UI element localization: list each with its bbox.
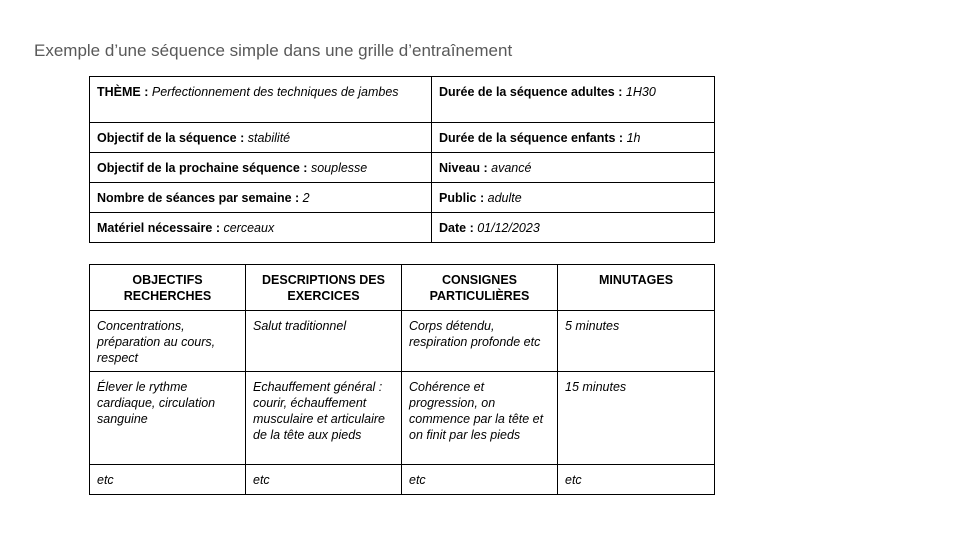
duree-enfants-value: 1h	[626, 131, 641, 145]
column-header: CONSIGNES PARTICULIÈRES	[402, 265, 558, 311]
niveau-label: Niveau :	[439, 161, 488, 175]
table-row	[90, 311, 715, 372]
niveau-value: avancé	[491, 161, 532, 175]
objectif-label: Objectif de la séquence :	[97, 131, 245, 145]
duree-adultes-label: Durée de la séquence adultes :	[439, 85, 623, 99]
seances-value: 2	[302, 191, 310, 205]
materiel-value: cerceaux	[223, 221, 275, 235]
table-cell: etc	[90, 465, 246, 495]
materiel-label: Matériel nécessaire :	[97, 221, 220, 235]
table-row	[90, 372, 715, 465]
seances-cell	[90, 183, 432, 213]
table-row	[90, 213, 715, 243]
column-header: OBJECTIFS RECHERCHES	[90, 265, 246, 311]
date-cell	[432, 213, 715, 243]
date-value: 01/12/2023	[477, 221, 540, 235]
slide-title: Exemple d’une séquence simple dans une grille d’entraînement	[34, 41, 513, 60]
column-header: DESCRIPTIONS DES EXERCICES	[246, 265, 402, 311]
table-cell: etc	[558, 465, 715, 495]
public-label: Public :	[439, 191, 485, 205]
table-cell: etc	[246, 465, 402, 495]
objectif-value: stabilité	[247, 131, 291, 145]
seances-label: Nombre de séances par semaine :	[97, 191, 300, 205]
table-cell: Cohérence et progression, on commence par la tête et on finit par les pieds	[402, 372, 558, 465]
table-cell: 15 minutes	[558, 372, 715, 465]
table-header-row	[90, 265, 715, 311]
table-row	[90, 77, 715, 123]
table-cell: 5 minutes	[558, 311, 715, 372]
session-info-table	[89, 76, 715, 243]
prochaine-cell	[90, 153, 432, 183]
table-cell: Echauffement général : courir, échauffement musculaire et articulaire de la tête aux pieds	[246, 372, 402, 465]
duree-enfants-label: Durée de la séquence enfants :	[439, 131, 624, 145]
duree-adultes-cell	[432, 77, 715, 123]
materiel-cell	[90, 213, 432, 243]
public-cell	[432, 183, 715, 213]
table-cell: Corps détendu, respiration profonde etc	[402, 311, 558, 372]
theme-value: Perfectionnement des techniques de jambes	[151, 85, 399, 99]
prochaine-value: souplesse	[310, 161, 368, 175]
niveau-cell	[432, 153, 715, 183]
prochaine-label: Objectif de la prochaine séquence :	[97, 161, 308, 175]
table-row	[90, 183, 715, 213]
column-header: MINUTAGES	[558, 265, 715, 311]
table-row	[90, 465, 715, 495]
table-cell: Salut traditionnel	[246, 311, 402, 372]
theme-cell	[90, 77, 432, 123]
table-cell: Élever le rythme cardiaque, circulation sanguine	[90, 372, 246, 465]
objectif-cell	[90, 123, 432, 153]
table-row	[90, 123, 715, 153]
duree-adultes-value: 1H30	[625, 85, 656, 99]
table-row	[90, 153, 715, 183]
duree-enfants-cell	[432, 123, 715, 153]
table-cell: Concentrations, préparation au cours, respect	[90, 311, 246, 372]
public-value: adulte	[487, 191, 522, 205]
table-cell: etc	[402, 465, 558, 495]
theme-label: THÈME :	[97, 85, 149, 99]
activities-table	[89, 264, 715, 495]
date-label: Date :	[439, 221, 474, 235]
